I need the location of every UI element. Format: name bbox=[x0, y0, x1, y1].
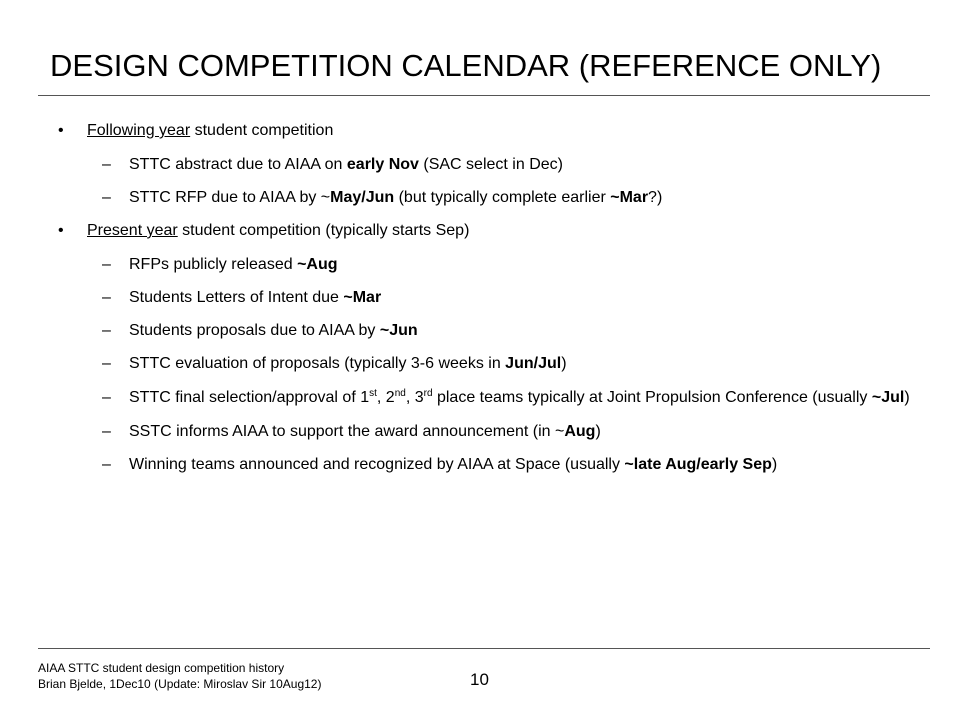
slide-content bbox=[58, 120, 928, 487]
title-divider bbox=[38, 95, 930, 96]
dash-marker: – bbox=[102, 322, 111, 339]
bullet-marker: • bbox=[58, 122, 64, 139]
bullet-present-year: • Present year student competition (typically starts Sep) bbox=[58, 220, 928, 242]
dash-marker: – bbox=[102, 389, 111, 406]
sub-evaluation: – STTC evaluation of proposals (typically 3-6 weeks in Jun/Jul) bbox=[58, 353, 928, 375]
sub-award-announcement: – SSTC informs AIAA to support the award announcement (in ~Aug) bbox=[58, 421, 928, 443]
footer bbox=[38, 660, 321, 692]
sub-abstract-due: – STTC abstract due to AIAA on early Nov (SAC select in Dec) bbox=[58, 154, 928, 176]
sub-rfps-released: – RFPs publicly released ~Aug bbox=[58, 254, 928, 276]
dash-marker: – bbox=[102, 456, 111, 473]
dash-marker: – bbox=[102, 289, 111, 306]
dash-marker: – bbox=[102, 423, 111, 440]
sub-final-selection: – STTC final selection/approval of 1st, 2nd, 3rd place teams typically at Joint Propulsion Conference (usually ~Jul) bbox=[58, 386, 928, 410]
footer-line-2: Brian Bjelde, 1Dec10 (Update: Miroslav Sir 10Aug12) bbox=[38, 677, 322, 691]
following-year-label: Following year bbox=[87, 122, 191, 139]
dash-marker: – bbox=[102, 256, 111, 273]
page-number: 10 bbox=[470, 670, 489, 689]
footer-line-1: AIAA STTC student design competition history bbox=[38, 661, 285, 675]
footer-divider bbox=[38, 648, 930, 649]
sub-rfp-due: – STTC RFP due to AIAA by ~May/Jun (but typically complete earlier ~Mar?) bbox=[58, 187, 928, 209]
sub-winners-announced: – Winning teams announced and recognized by AIAA at Space (usually ~late Aug/early Sep) bbox=[58, 454, 928, 476]
bullet-following-year: • Following year student competition bbox=[58, 120, 928, 142]
slide-title: DESIGN COMPETITION CALENDAR (REFERENCE ONLY) bbox=[50, 48, 882, 83]
dash-marker: – bbox=[102, 156, 111, 173]
bullet-marker: • bbox=[58, 222, 64, 239]
dash-marker: – bbox=[102, 355, 111, 372]
sub-proposals-due: – Students proposals due to AIAA by ~Jun bbox=[58, 320, 928, 342]
present-year-label: Present year bbox=[87, 222, 178, 239]
sub-letters-of-intent: – Students Letters of Intent due ~Mar bbox=[58, 287, 928, 309]
dash-marker: – bbox=[102, 189, 111, 206]
